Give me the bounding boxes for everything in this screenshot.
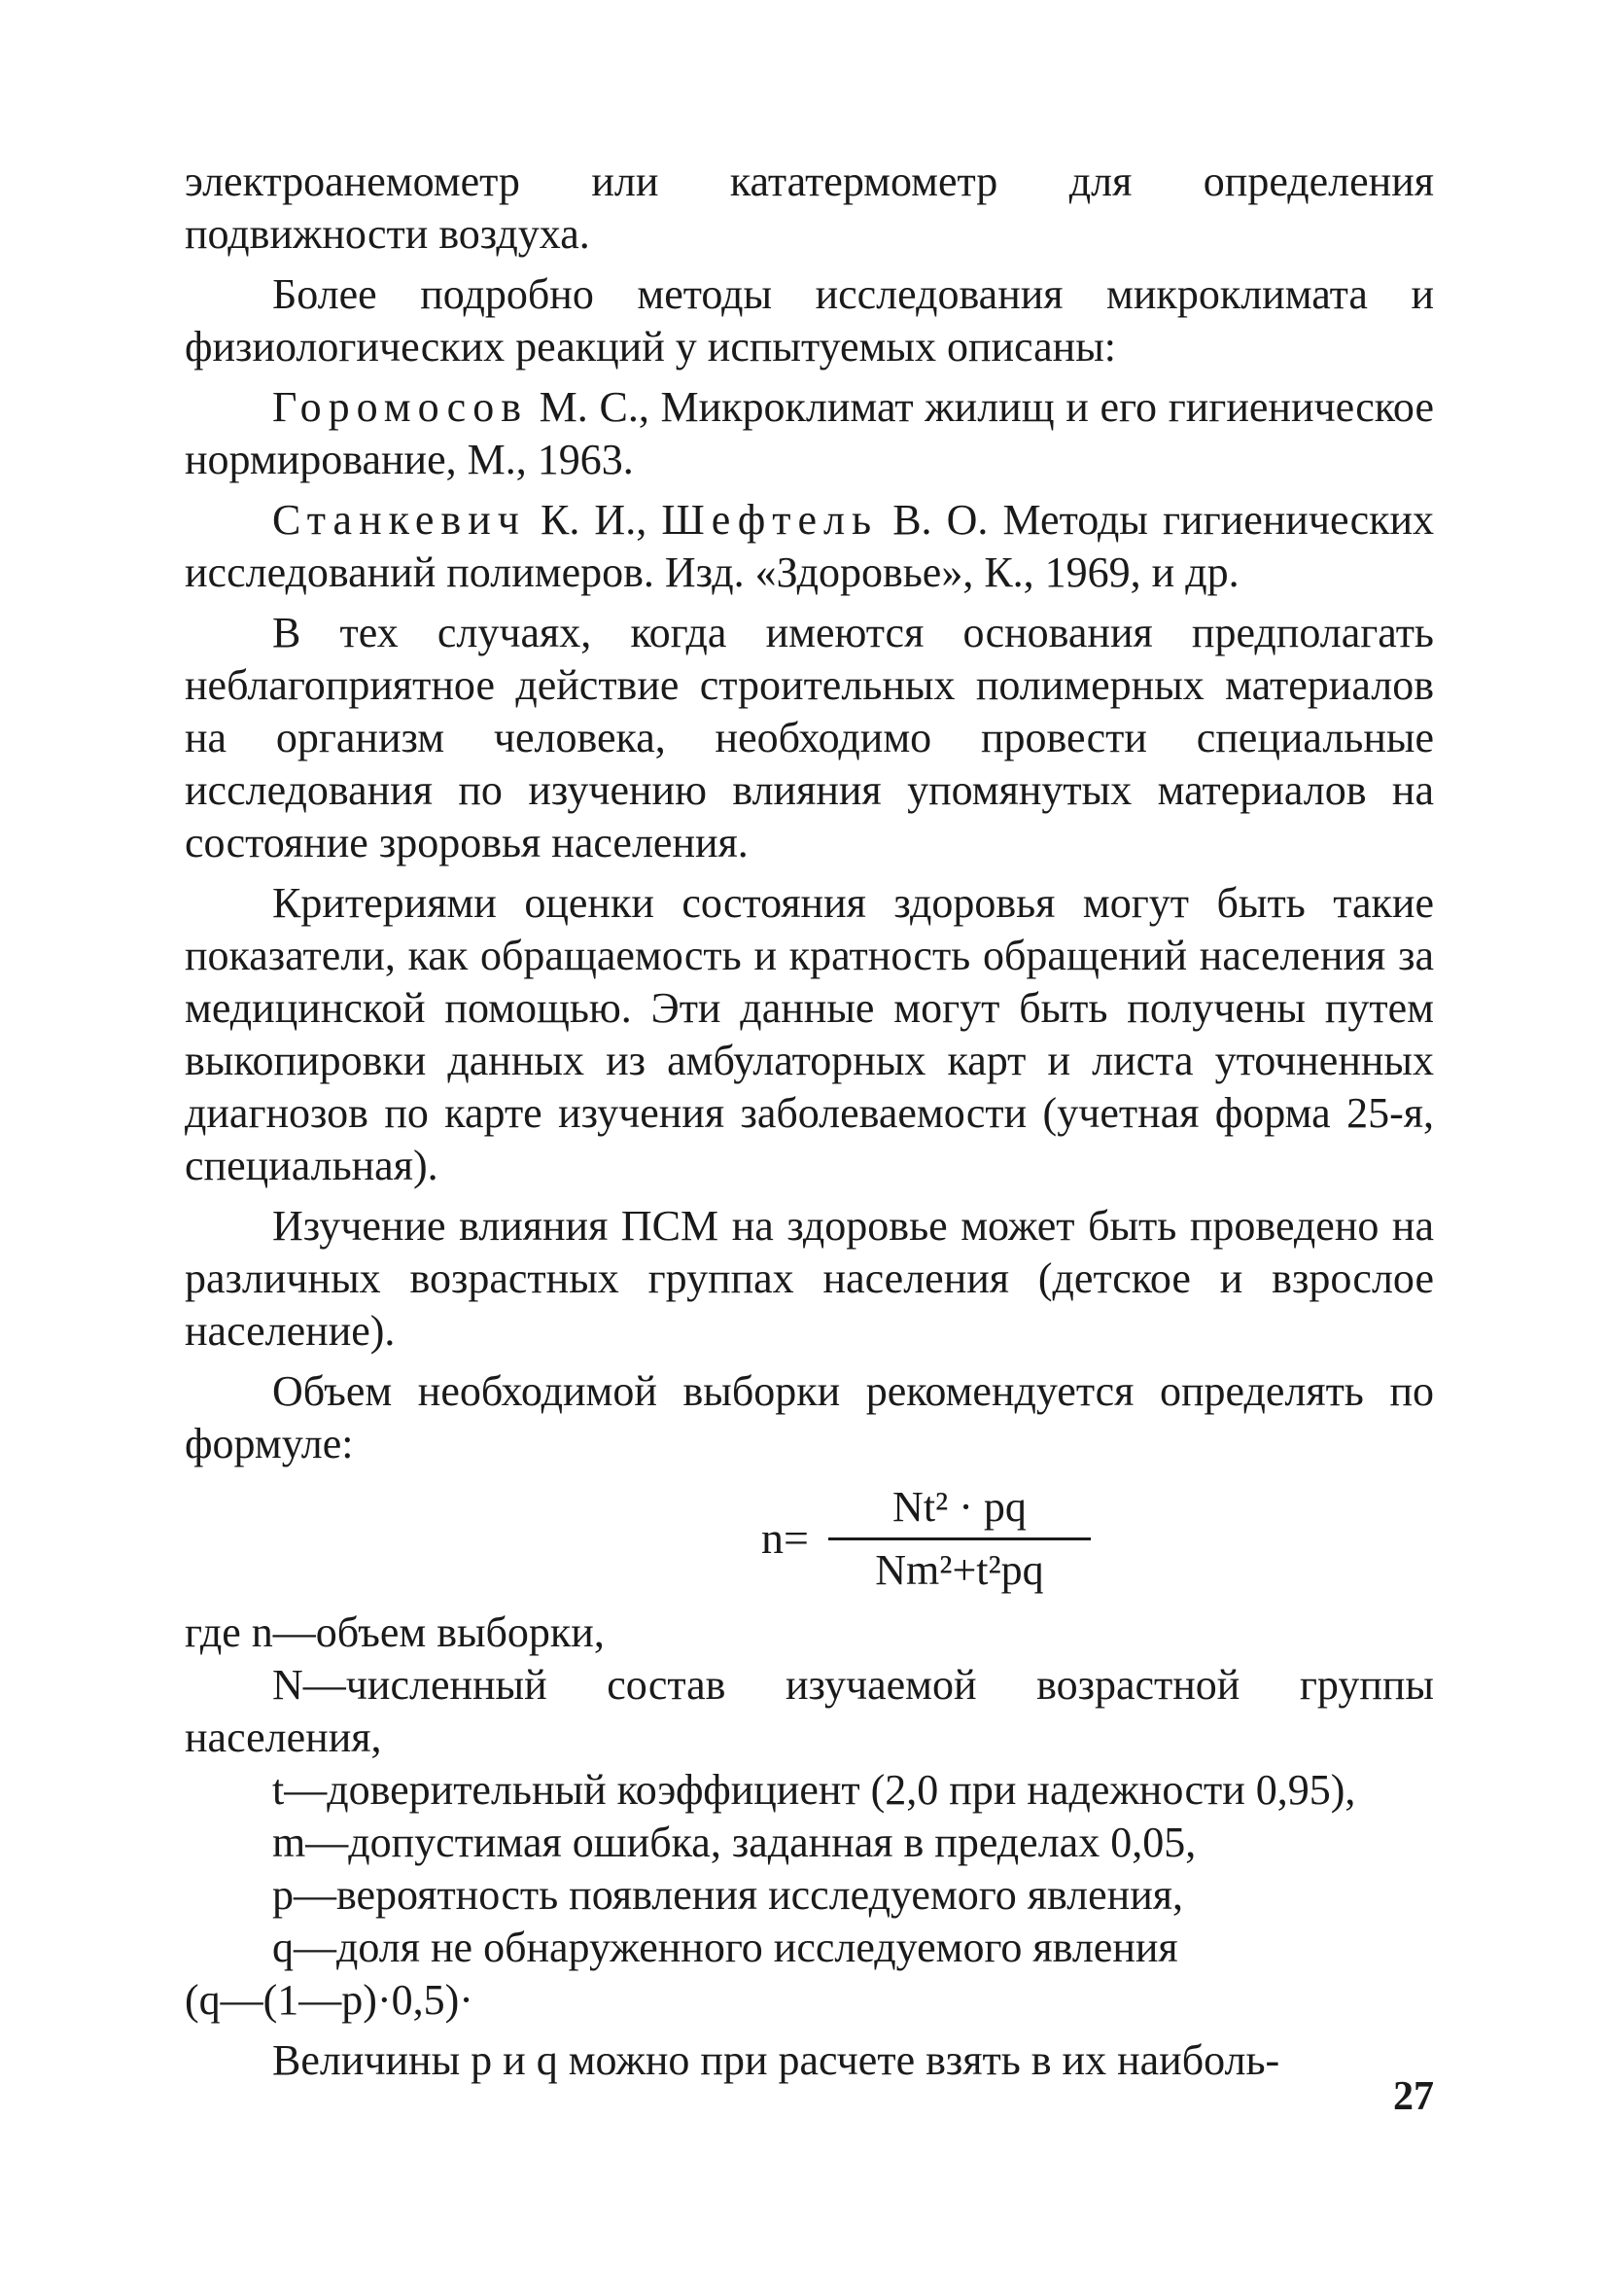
formula-lhs: n=	[761, 1513, 809, 1563]
formula-denominator: Nm²+t²pq	[875, 1545, 1044, 1594]
reference-2-text: В. О. Методы гигиенических исследований полимеров. Изд. «Здоровье», К., 1969, и др.	[185, 496, 1435, 596]
paragraph-last: Величины p и q можно при расчете взять в их наиболь-	[272, 2036, 1280, 2084]
reference-2-author-2: Шефтель	[661, 496, 879, 544]
paragraph-methods: Более подробно методы исследования микроклимата и физиологических реакций у испытуемых описаны:	[185, 270, 1434, 371]
definition-n: где n—объем выборки,	[185, 1608, 605, 1656]
sample-size-formula	[418, 1480, 1434, 1597]
page-body	[185, 156, 1434, 2087]
reference-2	[185, 494, 1434, 599]
page-number: 27	[1393, 2074, 1434, 2119]
definition-p: p—вероятность появления исследуемого явления,	[272, 1871, 1183, 1919]
formula-fraction	[828, 1483, 1091, 1595]
paragraph-age-groups: Изучение влияния ПСМ на здоровье может быть проведено на различных возрастных группах населения (детское и взрослое население).	[185, 1202, 1434, 1355]
formula-numerator: Nt² · pq	[892, 1482, 1027, 1531]
reference-2-initials: К. И.,	[540, 496, 647, 544]
paragraph-sample-size: Объем необходимой выборки рекомендуется определять по формуле:	[185, 1367, 1434, 1467]
definition-m: m—допустимая ошибка, заданная в пределах 0,05,	[272, 1819, 1197, 1866]
paragraph-criteria: Критериями оценки состояния здоровья могут быть такие показатели, как обращаемость и кратность обращений населения за медицинской помощью. Эти данные могут быть получены путем выкопировки данных из амбулаторных карт и листа уточненных диагнозов по карте изучения заболеваемости (учетная форма 25-я, специальная).	[185, 879, 1434, 1189]
reference-2-author-1: Станкевич	[272, 496, 526, 544]
paragraph-special-studies: В тех случаях, когда имеются основания предполагать неблагоприятное действие строительных полимерных материалов на организм человека, необходимо провести специальные исследования по изучению влияния упомянутых материалов на состояние зроровья населения.	[185, 609, 1434, 866]
definition-t: t—доверительный коэффициент (2,0 при надежности 0,95),	[272, 1766, 1356, 1814]
definition-q-expression: (q—(1—p)·0,5)·	[185, 1976, 473, 2024]
reference-1-text: М. С., Микроклимат жилищ и его гигиеническое нормирование, М., 1963.	[185, 383, 1434, 483]
reference-1-author: Горомосов	[272, 383, 528, 431]
definition-q: q—доля не обнаруженного исследуемого явления	[272, 1924, 1178, 1971]
definition-N: N—численный состав изучаемой возрастной группы населения,	[185, 1661, 1434, 1761]
reference-1	[185, 381, 1434, 486]
paragraph-intro: электроанемометр или кататермометр для определения подвижности воздуха.	[185, 158, 1434, 258]
